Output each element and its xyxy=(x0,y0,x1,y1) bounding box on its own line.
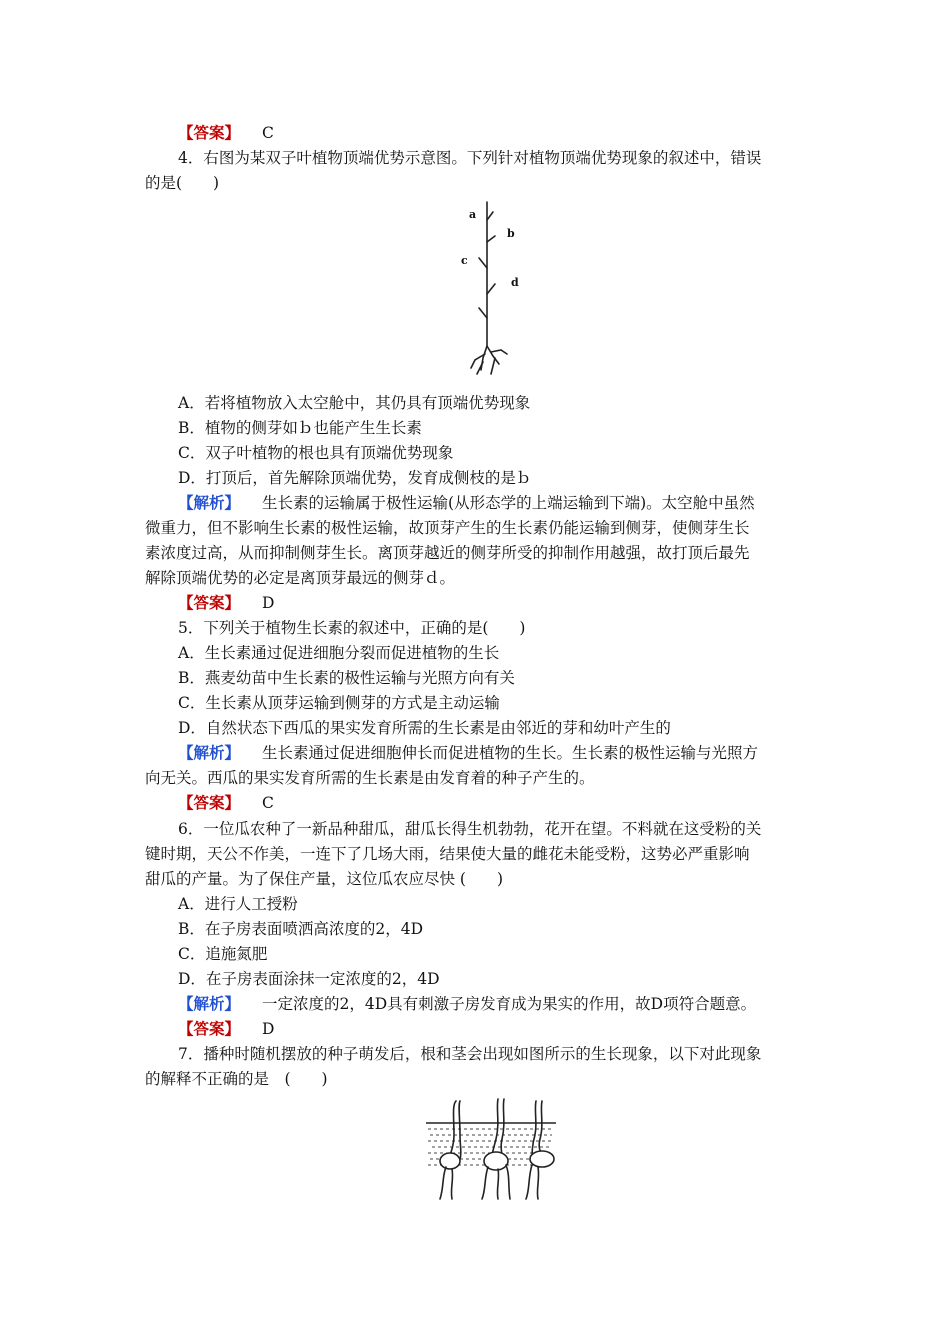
q4-analysis-line-1: 【解析】 生长素的运输属于极性运输(从形态学的上端运输到下端)。太空舱中虽然 xyxy=(178,493,755,512)
q6-stem-line-1: 6．一位瓜农种了一新品种甜瓜，甜瓜长得生机勃勃，花开在望。不料就在这受粉的关 xyxy=(178,820,762,838)
analysis-tag: 【解析】 xyxy=(178,743,241,762)
q6-option-a: A．进行人工授粉 xyxy=(178,895,298,913)
q4-option-b: B．植物的侧芽如ｂ也能产生生长素 xyxy=(178,419,422,437)
answer-tag: 【答案】 xyxy=(178,1019,241,1038)
q5-option-b: B．燕麦幼苗中生长素的极性运输与光照方向有关 xyxy=(178,669,515,687)
q5-option-c: C．生长素从顶芽运输到侧芽的方式是主动运输 xyxy=(178,694,500,712)
label-d: d xyxy=(511,276,519,289)
q6-answer-line xyxy=(178,1018,274,1040)
q5-analysis-line-1: 【解析】 生长素通过促进细胞伸长而促进植物的生长。生长素的极性运输与光照方 xyxy=(178,743,759,762)
label-c: c xyxy=(461,254,468,267)
answer-tag: 【答案】 xyxy=(178,123,241,142)
answer-value: C xyxy=(262,124,274,142)
answer-value: C xyxy=(262,794,274,812)
q6-option-b: B．在子房表面喷洒高浓度的2，4D xyxy=(178,920,424,938)
q4-analysis-line-2: 微重力，但不影响生长素的极性运输，故顶芽产生的生长素仍能运输到侧芽，使侧芽生长 xyxy=(145,519,750,537)
analysis-tag: 【解析】 xyxy=(178,493,241,512)
analysis-tag: 【解析】 xyxy=(178,994,241,1013)
answer-tag: 【答案】 xyxy=(178,593,241,612)
q6-stem-line-3: 甜瓜的产量。为了保住产量，这位瓜农应尽快 ( ) xyxy=(145,870,504,888)
q4-stem-line-2: 的是( ) xyxy=(145,174,220,192)
q5-option-a: A．生长素通过促进细胞分裂而促进植物的生长 xyxy=(178,644,500,662)
answer-value: D xyxy=(262,594,275,612)
q6-analysis-line-1: 【解析】 一定浓度的2，4D具有刺激子房发育成为果实的作用，故D项符合题意。 xyxy=(178,994,757,1013)
q5-option-d: D．自然状态下西瓜的果实发育所需的生长素是由邻近的芽和幼叶产生的 xyxy=(178,719,671,737)
q4-option-c: C．双子叶植物的根也具有顶端优势现象 xyxy=(178,444,454,462)
bud-c xyxy=(479,258,487,268)
label-a: a xyxy=(469,208,477,221)
answer-tag: 【答案】 xyxy=(178,793,241,812)
q4-option-d: D．打顶后，首先解除顶端优势，发育成侧枝的是ｂ xyxy=(178,469,532,487)
q5-analysis-line-2: 向无关。西瓜的果实发育所需的生长素是由发育着的种子产生的。 xyxy=(145,769,595,787)
q6-option-d: D．在子房表面涂抹一定浓度的2，4D xyxy=(178,970,440,988)
q7-stem-line-1: 7．播种时随机摆放的种子萌发后，根和茎会出现如图所示的生长现象，以下对此现象 xyxy=(178,1045,762,1063)
q7-stem-line-2: 的解释不正确的是 ( ) xyxy=(145,1070,328,1088)
q4-analysis-line-3: 素浓度过高，从而抑制侧芽生长。离顶芽越近的侧芽所受的抑制作用越强，故打顶后最先 xyxy=(145,544,750,562)
bud-d xyxy=(487,284,495,294)
q6-option-c: C．追施氮肥 xyxy=(178,945,268,963)
germinating-seeds-figure xyxy=(420,1095,562,1203)
q4-option-a: A．若将植物放入太空舱中，其仍具有顶端优势现象 xyxy=(178,394,531,412)
q4-answer-line xyxy=(178,592,274,614)
q4-stem-line-1: 4．右图为某双子叶植物顶端优势示意图。下列针对植物顶端优势现象的叙述中，错误 xyxy=(178,149,762,167)
q6-stem-line-2: 键时期，天公不作美，一连下了几场大雨，结果使大量的雌花未能受粉，这势必严重影响 xyxy=(145,845,750,863)
q5-answer-line xyxy=(178,792,274,814)
q3-answer-line xyxy=(178,122,274,144)
q5-stem: 5．下列关于植物生长素的叙述中，正确的是( ) xyxy=(178,619,526,637)
q4-analysis-line-4: 解除顶端优势的必定是离顶芽最远的侧芽ｄ。 xyxy=(145,569,456,587)
bud-b xyxy=(487,212,493,220)
label-b: b xyxy=(507,227,515,240)
answer-value: D xyxy=(262,1020,275,1038)
plant-apical-dominance-figure xyxy=(455,198,535,384)
